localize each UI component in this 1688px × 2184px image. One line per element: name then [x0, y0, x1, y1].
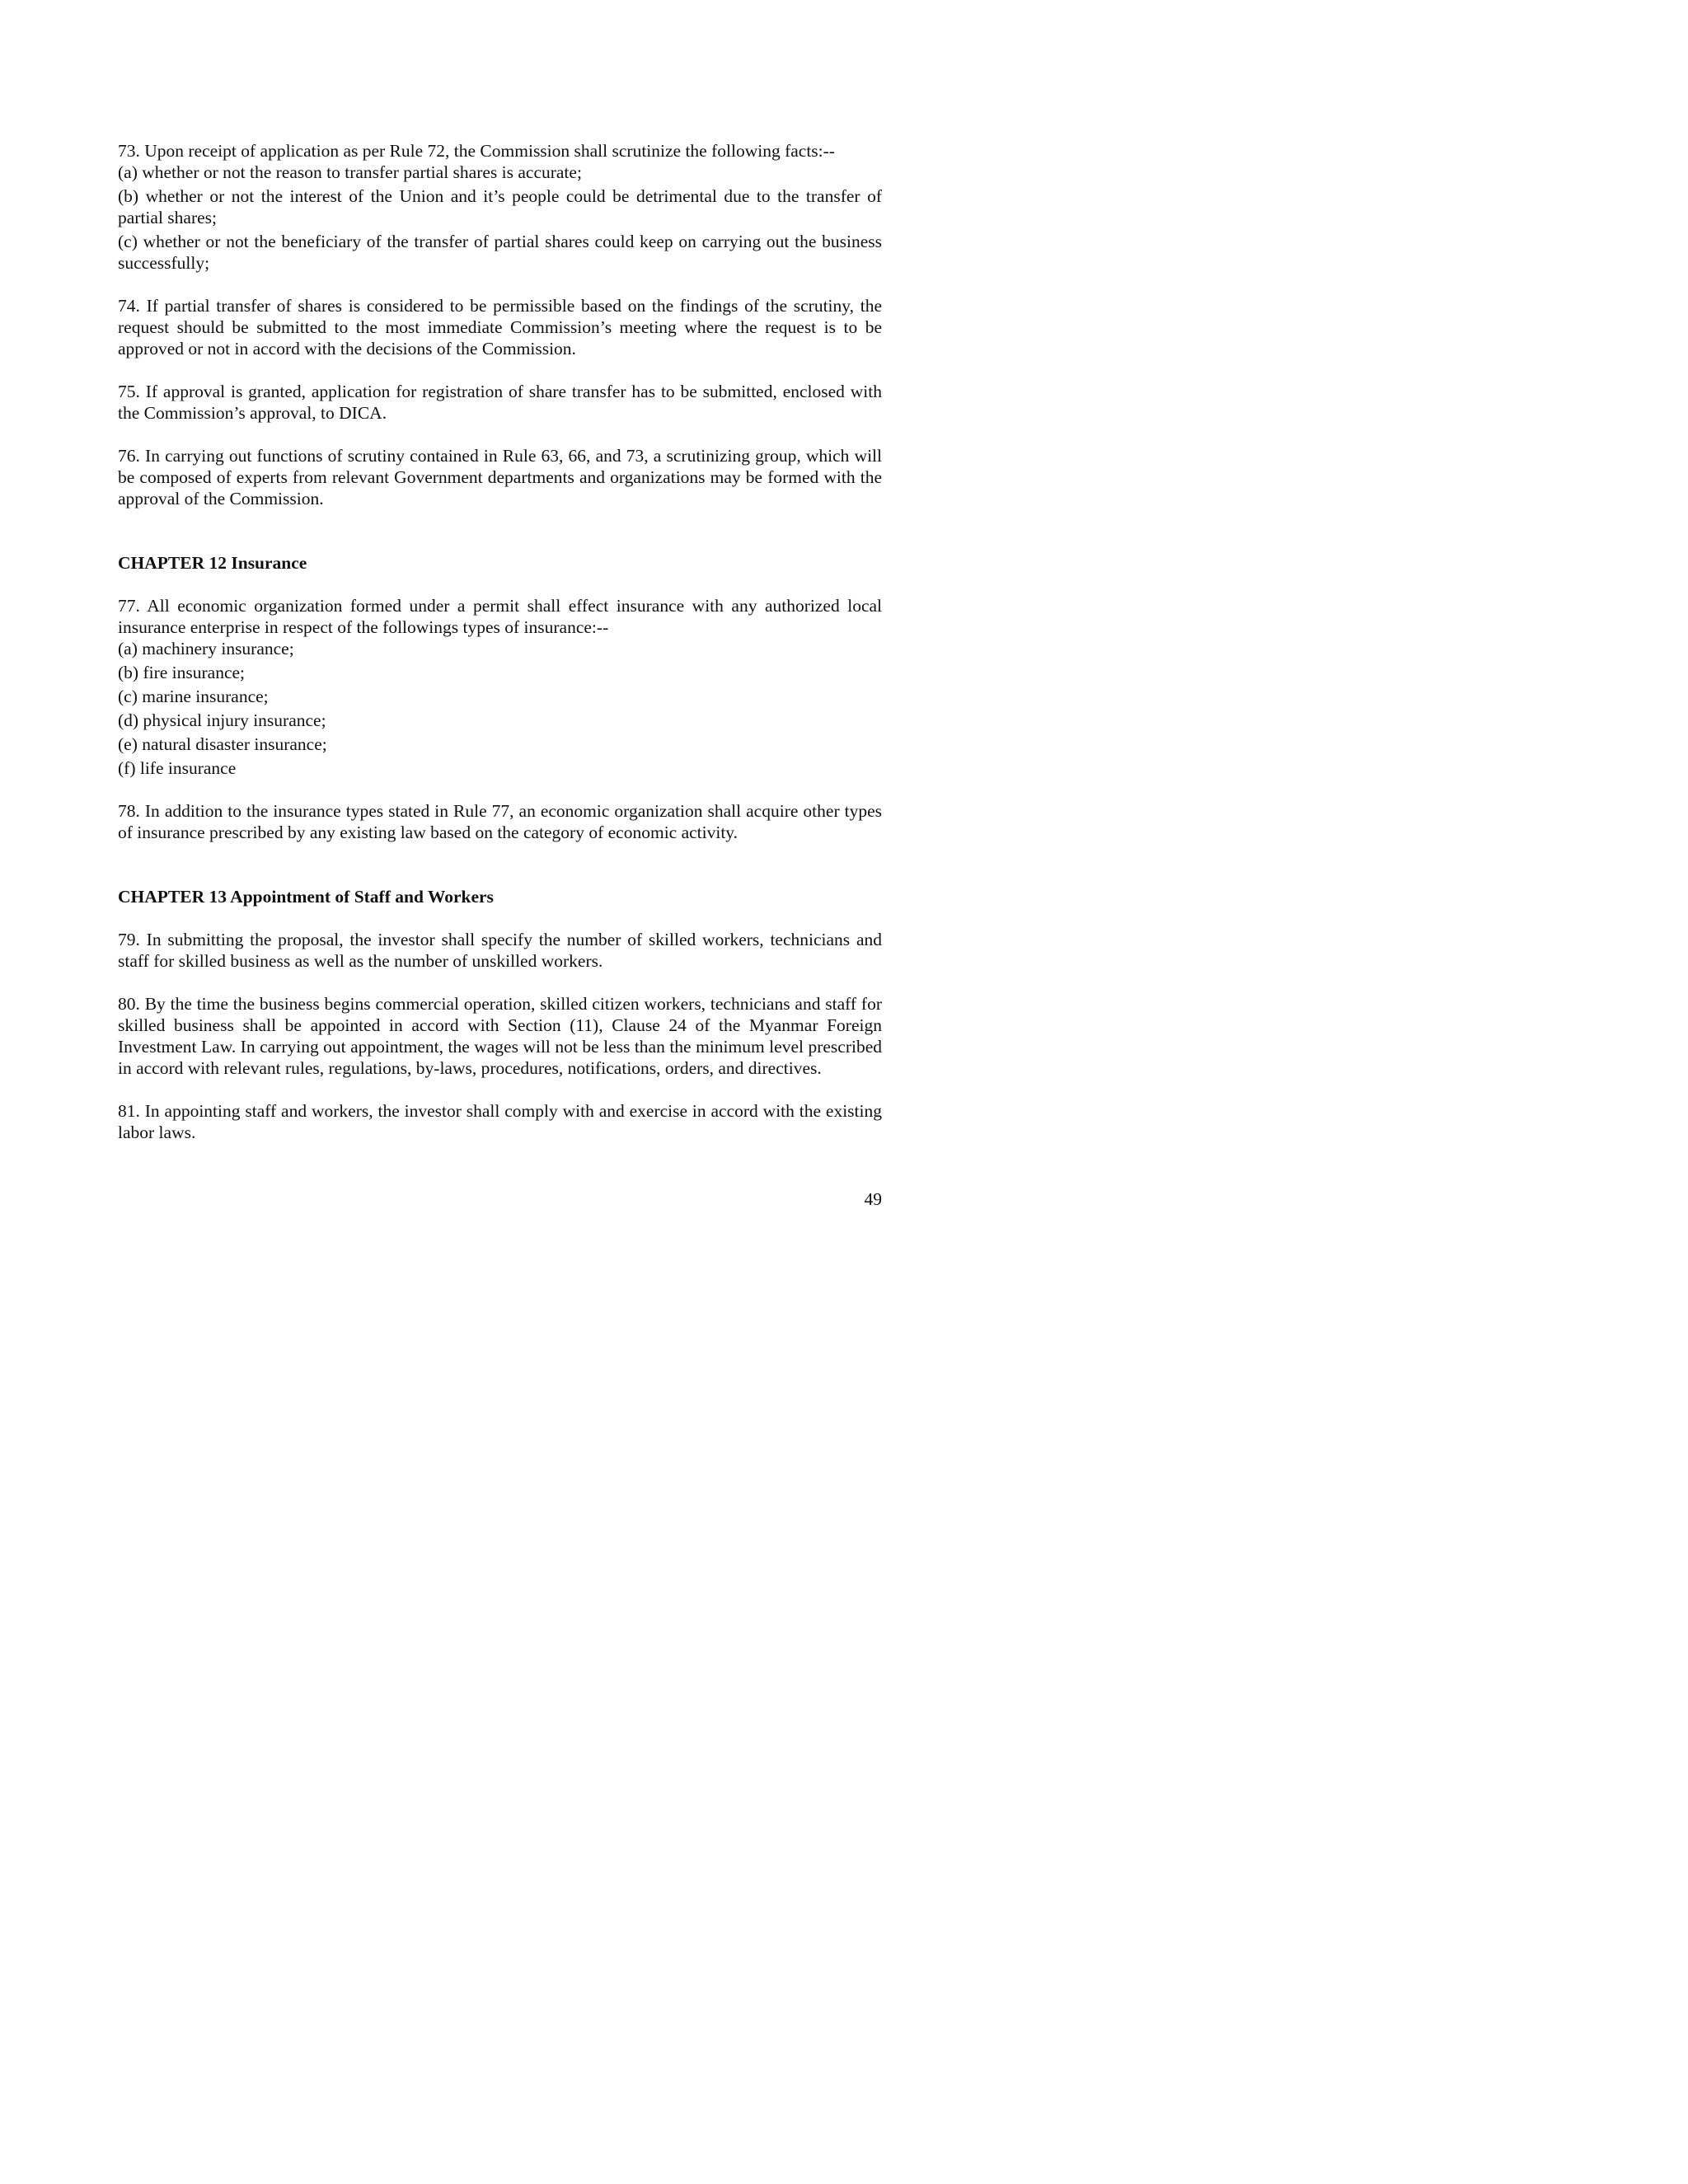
chapter-13-heading: CHAPTER 13 Appointment of Staff and Workers [118, 887, 494, 907]
rule-81: 81. In appointing staff and workers, the investor shall comply with and exercise in accord with the existing labor laws. [118, 1101, 882, 1142]
rule-77-item-a: (a) machinery insurance; [118, 639, 294, 658]
rule-73-item-a: (a) whether or not the reason to transfer partial shares is accurate; [118, 162, 582, 182]
rule-78: 78. In addition to the insurance types stated in Rule 77, an economic organization shall acquire other types of insurance prescribed by any existing law based on the category of economic activity. [118, 801, 882, 842]
rule-73-intro: 73. Upon receipt of application as per Rule 72, the Commission shall scrutinize the following facts:-- [118, 141, 835, 161]
rule-77-item-f: (f) life insurance [118, 758, 237, 778]
rule-77-item-b: (b) fire insurance; [118, 663, 246, 682]
rule-73-item-c: (c) whether or not the beneficiary of the transfer of partial shares could keep on carrying out the business successfully; [118, 232, 882, 273]
rule-74: 74. If partial transfer of shares is considered to be permissible based on the findings of the scrutiny, the request should be submitted to the most immediate Commission’s meeting where the request is to be approved or not in accord with the decisions of the Commission. [118, 296, 882, 359]
rule-77-intro: 77. All economic organization formed under a permit shall effect insurance with any authorized local insurance enterprise in respect of the followings types of insurance:-- [118, 596, 882, 637]
rule-77 [118, 595, 882, 779]
rule-77-item-c: (c) marine insurance; [118, 687, 269, 706]
rule-75: 75. If approval is granted, application for registration of share transfer has to be submitted, enclosed with the Commission’s approval, to DICA. [118, 382, 882, 423]
rule-73 [118, 140, 882, 274]
chapter-12-heading: CHAPTER 12 Insurance [118, 553, 307, 573]
rule-77-item-e: (e) natural disaster insurance; [118, 734, 327, 754]
rule-77-item-d: (d) physical injury insurance; [118, 710, 326, 730]
rule-76: 76. In carrying out functions of scrutiny contained in Rule 63, 66, and 73, a scrutinizing group, which will be composed of experts from relevant Government departments and organizations may be formed with the approval of the Commission. [118, 446, 882, 509]
chapter-12-heading-block [118, 552, 882, 574]
chapter-13-heading-block [118, 886, 882, 907]
rule-73-item-b: (b) whether or not the interest of the Union and it’s people could be detrimental due to the transfer of partial shares; [118, 186, 882, 227]
rule-80: 80. By the time the business begins commercial operation, skilled citizen workers, technicians and staff for skilled business shall be appointed in accord with Section (11), Clause 24 of the Myanmar Foreign Investment Law. In carrying out appointment, the wages will not be less than the minimum level prescribed in accord with relevant rules, regulations, by-laws, procedures, notifications, orders, and directives. [118, 994, 882, 1078]
page-number: 49 [864, 1189, 882, 1209]
rule-79: 79. In submitting the proposal, the investor shall specify the number of skilled workers, technicians and staff for skilled business as well as the number of unskilled workers. [118, 930, 882, 971]
document-body [118, 140, 882, 1143]
